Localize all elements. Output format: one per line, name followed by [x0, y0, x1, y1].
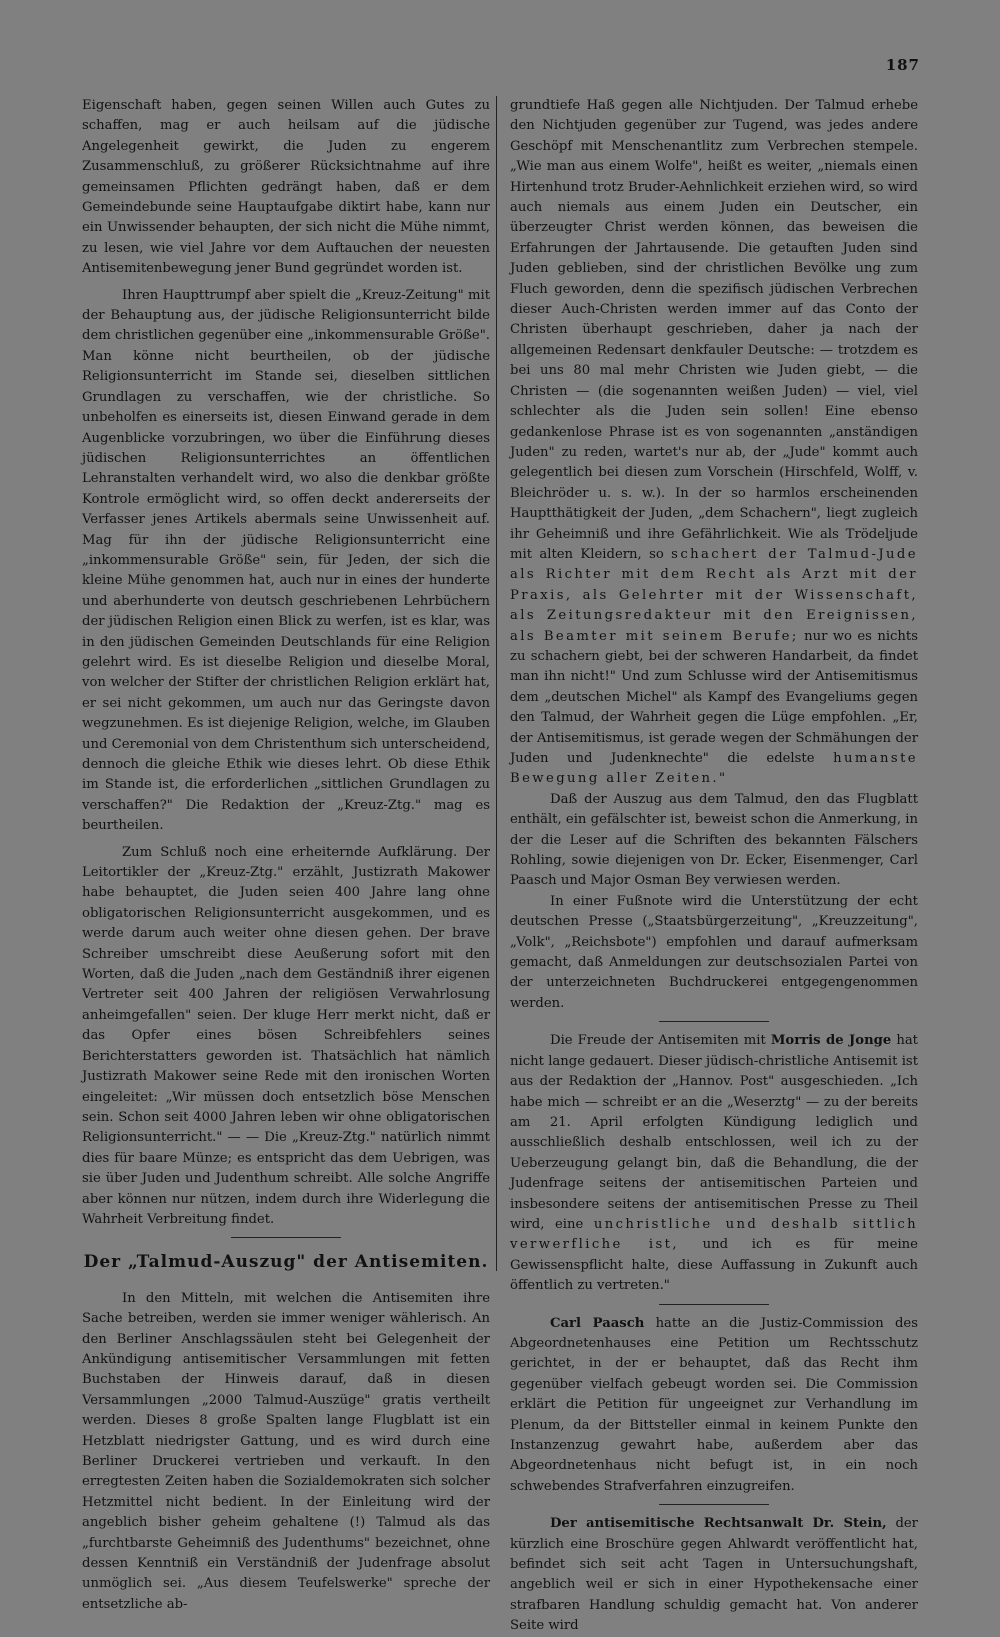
spaced-text: unchristliche und deshalb sittlich verwerfliche ist,	[510, 1216, 918, 1253]
paragraph: Zum Schluß noch eine erheiternde Aufklärung. Der Leitortikler der „Kreuz-Ztg." erzählt, Justizrath Makower habe behauptet, die Juden seien 400 Jahre lang ohne obligatorischen Religionsunterricht ausgekommen, und es werde darum auch weiter ohne diesen gehen. Der brave Schreiber umschreibt diese Aeußerung sofort mit den Worten, daß die Juden „nach dem Geständniß ihrer eigenen Vertreter seit 400 Jahren der religiösen Verwahrlosung anheimgefallen" seien. Der kluge Herr merkt nicht, daß er das Opfer eines bösen Schreibfehlers seines Berichterstatters geworden ist. Thatsächlich hat nämlich Justizrath Makower seine Rede mit den ironischen Worten eingeleitet: „Wir müssen doch entsetzlich böse Menschen sein. Schon seit 4000 Jahren leben wir ohne obligatorischen Religionsunterricht." — — Die „Kreuz-Ztg." natürlich nimmt dies für baare Münze; es entspricht das dem Uebrigen, was sie über Juden und Judenthum schreibt. Alle solche Angriffe aber können nur nützen, indem durch ihre Widerlegung die Wahrheit Verbreitung findet.	[82, 844, 490, 1227]
divider	[659, 1304, 769, 1305]
paragraph	[510, 1514, 918, 1636]
page-number: 187	[885, 56, 920, 74]
paragraph	[510, 1314, 918, 1498]
right-column	[510, 96, 918, 1637]
divider	[659, 1021, 769, 1022]
text-run: nur wo es nichts zu schachern giebt, bei der schweren Handarbeit, da findet man ihn nicht!" Und zum Schlusse wird der Antisemitismus dem „deutschen Michel" als Kampf des Evangeliums gegen den Talmud, der Wahrheit gegen die Lüge empfohlen. „Er, der Antisemitismus, ist gerade wegen der Schmähungen der Juden und Judenknechte" die edelste	[510, 628, 918, 766]
bold-name: Der antisemitische Rechtsanwalt Dr. Stein,	[550, 1516, 887, 1532]
divider	[659, 1504, 769, 1505]
paragraph: In den Mitteln, mit welchen die Antisemiten ihre Sache betreiben, werden sie immer weniger wählerisch. An den Berliner Anschlagssäulen steht bei Gelegenheit der Ankündigung antisemitischer Versammlungen mit fetten Buchstaben der Hinweis darauf, daß in diesen Versammlungen „2000 Talmud-Auszüge" gratis vertheilt werden. Dieses 8 große Spalten lange Flugblatt ist ein Hetzblatt niedrigster Gattung, und es wird durch eine Berliner Druckerei vertrieben und verkauft. In den erregtesten Zeiten haben die Sozialdemokraten sich solcher Hetzmittel nicht bedient. In der Einleitung wird der angeblich bisher geheim gehaltene (!) Talmud als das „furchtbarste Geheimniß des Judenthums" bezeichnet, ohne dessen Kenntniß ein Verständniß der Judenfrage absolut unmöglich sei. „Aus diesem Teufelswerke" spreche der entsetzliche ab-	[82, 1290, 490, 1612]
paragraph	[510, 1031, 918, 1296]
bold-name: Morris de Jonge	[770, 1033, 892, 1049]
text-run: der kürzlich eine Broschüre gegen Ahlwardt veröffentlicht hat, befindet sich seit acht Tagen in Untersuchungshaft, angeblich weil er sich in einer Hypothekensache einer strafbaren Handlung schuldig gemacht hat. Von anderer Seite wird	[510, 1516, 918, 1634]
paragraph: Ihren Haupttrumpf aber spielt die „Kreuz-Zeitung" mit der Behauptung aus, der jüdische Religionsunterricht bilde dem christlichen gegenüber eine „inkommensurable Größe". Man könne nicht beurtheilen, ob der jüdische Religionsunterricht im Stande sei, dieselben sittlichen Grundlagen zu verschaffen, wie der christliche. So unbeholfen es einerseits ist, diesen Einwand gerade in dem Augenblicke vorzubringen, wo über die Einführung dieses jüdischen Religionsunterrichtes an öffentlichen Lehranstalten verhandelt wird, wo also die denkbar größte Kontrole ermöglicht wird, so offen deckt andererseits der Verfasser jenes Artikels abermals seine Unwissenheit auf. Mag für ihn der jüdische Religionsunterricht eine „inkommensurable Größe" sein, für Jeden, der sich die kleine Mühe genommen hat, auch nur in eines der hunderte und aberhunderte von deutsch geschriebenen Lehrbüchern der jüdischen Religion einen Blick zu werfen, ist es klar, was in den jüdischen Gemeinden Deutschlands für eine Religion gelehrt wird. Es ist dieselbe Religion und dieselbe Moral, von welcher der Stifter der christlichen Religion erklärt hat, er sei nicht gekommen, um auch nur das Geringste davon wegzunehmen. Es ist diejenige Religion, welche, im Glauben und Ceremonial von dem Christenthum sich unterscheidend, dennoch die gleiche Ethik wie dieses lehrt. Ob diese Ethik im Stande ist, die erforderlichen „sittlichen Grundlagen zu verschaffen?" Die Redaktion der „Kreuz-Ztg." mag es beurtheilen.	[82, 287, 491, 834]
paragraph	[510, 96, 918, 790]
column-rule	[496, 96, 497, 1271]
paragraph: Daß der Auszug aus dem Talmud, den das Flugblatt enthält, ein gefälschter ist, beweist schon die Anmerkung, in der die Leser auf die Schriften des bekannten Fälschers Rohling, sowie diejenigen von Dr. Ecker, Eisenmenger, Carl Paasch und Major Osman Bey verwiesen werden.	[510, 791, 918, 889]
paragraph: Eigenschaft haben, gegen seinen Willen auch Gutes zu schaffen, mag er auch heilsam auf die jüdische Angelegenheit gewirkt, die Juden zu engerem Zusammenschluß, zu größerer Rücksichtnahme auf ihre gemeinsamen Pflichten gedrängt haben, daß er dem Gemeindebunde seine Hauptaufgabe diktirt habe, kann nur ein Unwissender behaupten, der sich nicht die Mühe nimmt, zu lesen, wie viel Jahre vor dem Auftauchen der neuesten Antisemitenbewegung jener Bund gegründet worden ist.	[82, 98, 490, 277]
paragraph: In einer Fußnote wird die Unterstützung der echt deutschen Presse („Staatsbürgerzeitung", „Kreuzzeitung", „Volk", „Reichsbote") empfohlen und darauf aufmerksam gemacht, daß Anmeldungen zur deutschsozialen Partei von der unterzeichneten Buchdruckerei entgegengenommen werden.	[510, 893, 918, 1011]
divider	[231, 1237, 341, 1238]
text-run: und ich es für meine Gewissenspflicht halte, diese Auffassung in Zukunft auch öffentlich zu vertreten."	[510, 1237, 918, 1294]
article-headline: Der „Talmud-Auszug" der Antisemiten.	[83, 1252, 489, 1273]
text-run: grundtiefe Haß gegen alle Nichtjuden. Der Talmud erhebe den Nichtjuden gegenüber zur Tugend, was jedes andere Geschöpf mit Menschenantlitz zum Verbrechen stempele. „Wie man aus einem Wolfe", heißt es weiter, „niemals einen Hirtenhund trotz Bruder-Aehnlichkeit erziehen wird, so wird auch niemals aus einem Juden ein Deutscher, ein überzeugter Christ werden können, das beweisen die Erfahrungen der Jahrtausende. Die getauften Juden sind Juden geblieben, sind der christlichen Bevölke ung zum Fluch geworden, denn die spezifisch jüdischen Verbrechen dieser Auch-Christen werden immer auf das Conto der Christen überhaupt geschrieben, daher ja nach der allgemeinen Redensart denkfauler Deutsche: — trotzdem es bei uns 80 mal mehr Christen wie Juden giebt, — die Christen — (die sogenannten weißen Juden) — viel, viel schlechter als die Juden sein sollen! Eine ebenso gedankenlose Phrase ist es von sogenannten „anständigen Juden" zu reden, wartet's nur ab, der „Jude" kommt auch gelegentlich bei diesen zum Vorschein (Hirschfeld, Wolff, v. Bleichröder u. s. w.). In der so harmlos erscheinenden Hauptthätigkeit der Juden, „dem Schachern", liegt zugleich ihr Geheimniß und ihre Gefährlichkeit. Wie als Trödeljude mit alten Kleidern, so	[510, 98, 918, 562]
text-run: Die Freude der Antisemiten mit	[550, 1033, 766, 1049]
spaced-text: schachert der Talmud-Jude als Richter mit dem Recht als Arzt mit der Praxis, als Gelehrter mit der Wissenschaft, als Zeitungsredakteur mit den Ereignissen, als Beamter mit seinem Berufe;	[510, 546, 918, 644]
text-run: hat nicht lange gedauert. Dieser jüdisch-christliche Antisemit ist aus der Redaktion der „Hannov. Post" ausgeschieden. „Ich habe mich — schreibt er an die „Weserztg" — zu der bereits am 21. April erfolgten Kündigung lediglich und ausschließlich deshalb entschlossen, weil ich zu der Ueberzeugung gelangt bin, daß die Behandlung, die der Judenfrage seitens der antisemitischen Parteien und insbesondere seitens der antisemitischen Presse zu Theil wird, eine	[510, 1033, 918, 1232]
bold-name: Carl Paasch	[550, 1315, 645, 1331]
spaced-text: humanste Bewegung aller Zeiten."	[510, 751, 918, 787]
left-column	[82, 96, 490, 1615]
text-run: hatte an die Justiz-Commission des Abgeordnetenhauses eine Petition um Rechtsschutz gerichtet, in der er behauptet, daß das Recht ihm gegenüber vielfach gebeugt worden sei. Die Commission erklärt die Petition für ungeeignet zur Verhandlung im Plenum, da der Bittsteller einmal in keinem Punkte den Instanzenzug gewahrt habe, außerdem aber das Abgeordnetenhaus nicht befugt ist, in ein noch schwebendes Strafverfahren einzugreifen.	[510, 1315, 918, 1494]
